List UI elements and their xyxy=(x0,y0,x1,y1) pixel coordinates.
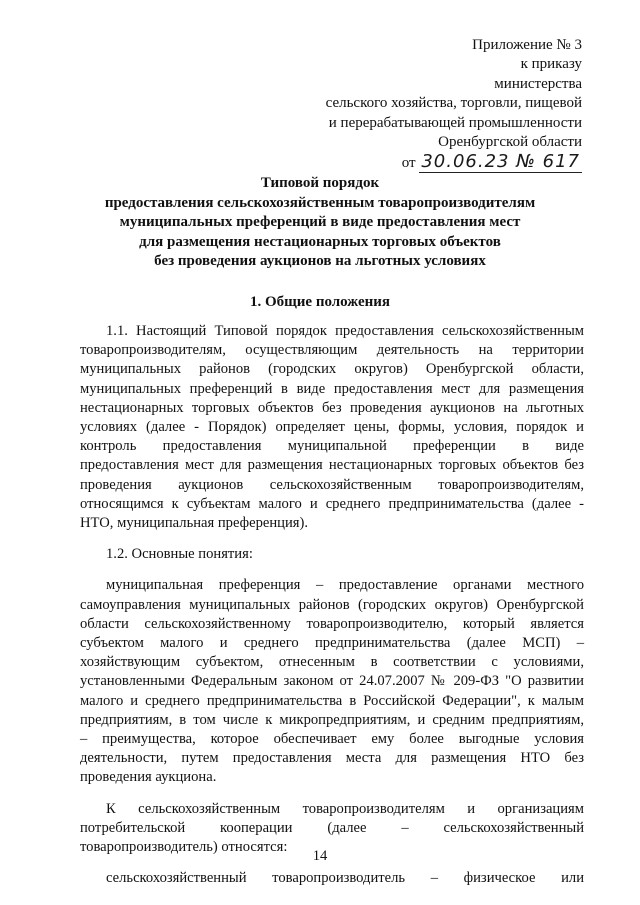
text-line: предоставления мест для размещения нестационарных торговых объектов без xyxy=(80,457,584,474)
text-line: самоуправления муниципальных районов (городских округов) Оренбургской xyxy=(80,596,584,613)
text-line: потребительской кооперации (далее – сельскохозяйственный xyxy=(80,819,584,836)
document-title xyxy=(60,174,580,272)
text-line: 1.2. Основные понятия: xyxy=(106,546,253,563)
text-line: 1.1. Настоящий Типовой порядок предоставления сельскохозяйственным xyxy=(106,323,584,339)
title-line: без проведения аукционов на льготных условиях xyxy=(154,253,486,270)
text-line: малого и среднего предпринимательства в Российской Федерации", к малым xyxy=(80,692,584,709)
handwritten-date-and-number: 30.06.23 № 617 xyxy=(421,151,580,173)
document-body xyxy=(80,322,584,900)
appendix-line: к приказу xyxy=(520,56,582,73)
text-line: товаропроизводителям, осуществляющим деятельность на территории xyxy=(80,342,584,359)
order-date-line xyxy=(326,152,582,173)
text-line: деятельности, путем предоставления места для размещения НТО без xyxy=(80,750,584,767)
appendix-line: Приложение № 3 xyxy=(472,37,582,53)
text-line: К сельскохозяйственным товаропроизводителям и организациям xyxy=(106,800,584,817)
text-line: нестационарных торговых объектов без проведения аукционов на льготных xyxy=(80,399,584,416)
paragraph-producer-definition xyxy=(80,869,584,888)
text-line: области сельскохозяйственному товаропроизводителю, который является xyxy=(80,615,584,632)
title-line: муниципальных преференций в виде предоставления мест xyxy=(119,214,521,231)
appendix-line: и перерабатывающей промышленности xyxy=(328,114,582,131)
text-line: муниципальная преференция – предоставление органами местного xyxy=(106,577,584,594)
text-line: предприятиям, в том числе к микропредприятиям, и средним предприятиям, xyxy=(80,711,584,728)
paragraph-1-1 xyxy=(80,322,584,533)
text-line: условиях (далее - Порядок) определяет цены, формы, условия, порядок и xyxy=(80,419,584,436)
text-line: установленными Федеральным законом от 24.07.2007 № 209-ФЗ "О развитии xyxy=(80,673,584,690)
text-line: сельскохозяйственный товаропроизводитель – физическое или xyxy=(106,870,584,887)
appendix-line: сельского хозяйства, торговли, пищевой xyxy=(325,95,582,112)
text-line: субъектом малого и среднего предпринимательства (далее МСП) – xyxy=(80,635,584,652)
appendix-line: министерства xyxy=(494,75,582,92)
text-line: относящимся к субъектам малого и среднего предпринимательства (далее - xyxy=(80,495,584,512)
title-line: Типовой порядок xyxy=(260,175,380,191)
text-line: – преимущества, которое обеспечивает ему более выгодные условия xyxy=(80,731,584,748)
text-line: проведения аукциона. xyxy=(80,769,217,786)
paragraph-definition xyxy=(80,576,584,787)
section-heading: 1. Общие положения xyxy=(249,294,391,310)
date-prefix: от xyxy=(401,155,416,172)
text-line: муниципальных преференций в виде предоставления мест для размещения xyxy=(80,380,584,397)
title-line: для размещения нестационарных торговых объектов xyxy=(139,233,501,250)
appendix-line: Оренбургской области xyxy=(438,134,582,151)
text-line: хозяйствующим субъектом, отнесенным в соответствии с условиями, xyxy=(80,654,584,671)
paragraph-1-2 xyxy=(80,545,584,564)
text-line: проведения аукционов сельскохозяйственным товаропроизводителям, xyxy=(80,476,584,493)
text-line: муниципальных районов (городских округов) Оренбургской области, xyxy=(80,361,584,378)
page-number: 14 xyxy=(312,848,328,864)
text-line: товаропроизводитель) относятся: xyxy=(80,839,288,856)
text-line: НТО, муниципальная преференция). xyxy=(80,515,308,532)
text-line: контроль предоставления муниципальной преференции в виде xyxy=(80,438,584,455)
title-line: предоставления сельскохозяйственным товаропроизводителям xyxy=(104,194,536,211)
appendix-block xyxy=(326,36,582,174)
